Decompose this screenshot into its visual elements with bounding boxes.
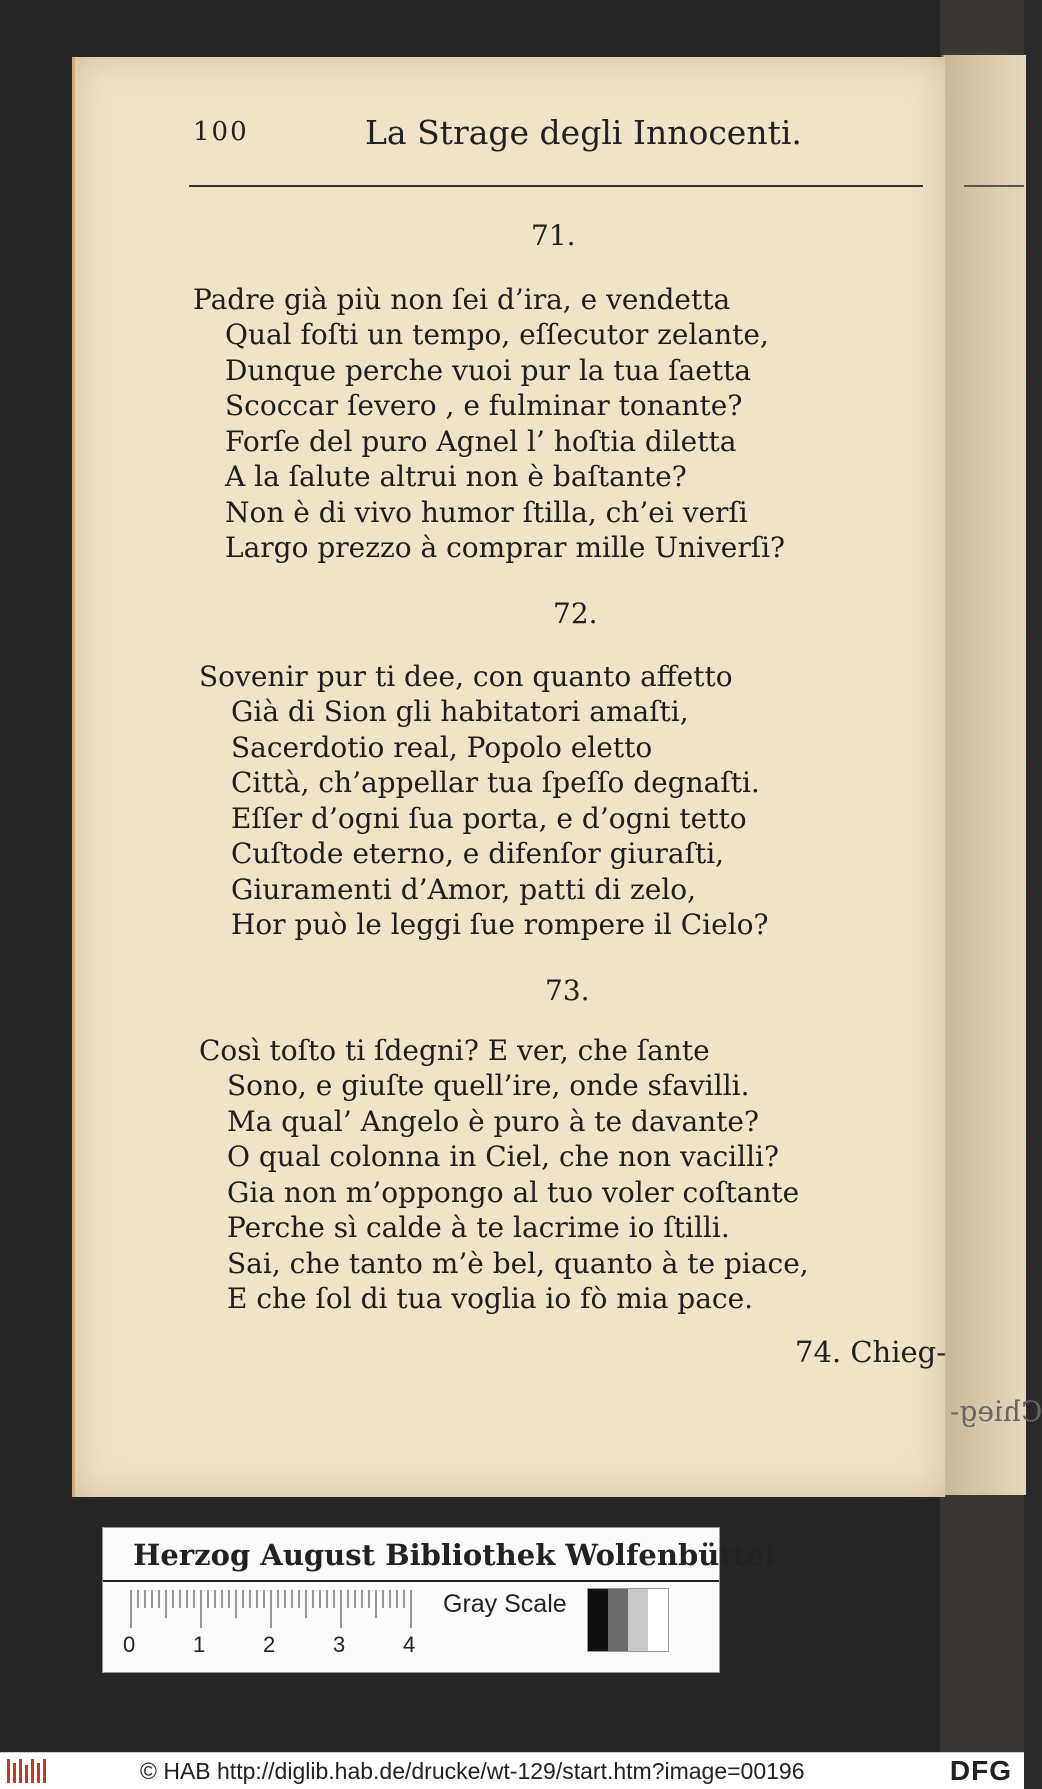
page-number: 100 [193,117,249,147]
verse-line: Gia non m’oppongo al tuo voler coſtante [227,1176,800,1209]
verse-line: Hor può le leggi ſue rompere il Cielo? [231,908,769,941]
ruler-number: 3 [333,1632,346,1657]
header-rule [189,185,923,187]
verse-line: Cuſtode eterno, e difenſor giuraſti, [231,837,725,870]
verse-line: Città, ch’appellar tua ſpeſſo degnaſti. [231,766,760,799]
verse-line: Qual foſti un tempo, eſſecutor zelante, [225,318,769,351]
ruler-scale [127,1586,437,1632]
verse-line: Padre già più non ſei d’ira, e vendetta [193,283,731,316]
ruler-number: 1 [193,1632,206,1657]
gray-scale-label: Gray Scale [443,1590,567,1618]
ruler-number: 4 [403,1632,416,1657]
verse-line: O qual colonna in Ciel, che non vacilli? [227,1140,780,1173]
verse-line: Scoccar ſevero , e fulminar tonante? [225,389,743,422]
catchword: 74. Chieg- [795,1335,947,1369]
verse-line: Largo prezzo à comprar mille Univerſi? [225,531,786,564]
verse-line: Forſe del puro Agnel l’ hoſtia diletta [225,425,737,458]
library-name: Herzog August Bibliothek Wolfenbüttel [133,1538,776,1572]
verse-line: Eſſer d’ogni ſua porta, e d’ogni tetto [231,802,747,835]
verse-line: Giuramenti d’Amor, patti di zelo, [231,873,697,906]
book-page [72,57,945,1497]
library-color-card [102,1527,776,1673]
dfg-logo: DFG [949,1755,1012,1786]
verse-line: E che ſol di tua voglia io fò mia pace. [227,1282,754,1315]
stanza-number: 71. [531,219,576,252]
verse-line: Perche sì calde à te lacrime io ſtilli. [227,1211,730,1244]
gray-swatch [628,1589,648,1651]
label-rule [103,1580,719,1582]
adjacent-page-edge [942,55,1042,1495]
running-title: La Strage degli Innocenti. [365,113,802,152]
verse-line: Così toſto ti ſdegni? E ver, che ſante [199,1034,710,1067]
adjacent-catchword: Chieg- [950,1395,1042,1428]
stanza-number: 73. [545,974,590,1007]
copyright-url[interactable]: © HAB http://diglib.hab.de/drucke/wt-129/start.htm?image=00196 [140,1758,805,1784]
gray-swatch [588,1589,608,1651]
verse-line: Dunque perche vuoi pur la tua ſaetta [225,354,752,387]
ruler-number: 0 [123,1632,136,1657]
gray-swatch [648,1589,668,1651]
verse-line: Non è di vivo humor ſtilla, ch’ei verſi [225,496,748,529]
verse-line: Sai, che tanto m’è bel, quanto à te piace, [227,1247,809,1280]
verse-line: Sacerdotio real, Popolo eletto [231,731,653,764]
verse-line: Sovenir pur ti dee, con quanto affetto [199,660,733,693]
verse-line: Sono, e giuſte quell’ire, onde sfavilli. [227,1069,750,1102]
gray-swatches [587,1588,669,1652]
gray-swatch [608,1589,628,1651]
verse-line: Già di Sion gli habitatori amaſti, [231,695,689,728]
verse-line: Ma qual’ Angelo è puro à te davante? [227,1105,760,1138]
stanza-number: 72. [553,597,598,630]
adjacent-header-rule [964,185,1024,187]
verse-line: A la ſalute altrui non è baſtante? [225,460,687,493]
ruler-number: 2 [263,1632,276,1657]
hab-logo-icon [6,1757,50,1785]
footer-bar [0,1752,1024,1789]
